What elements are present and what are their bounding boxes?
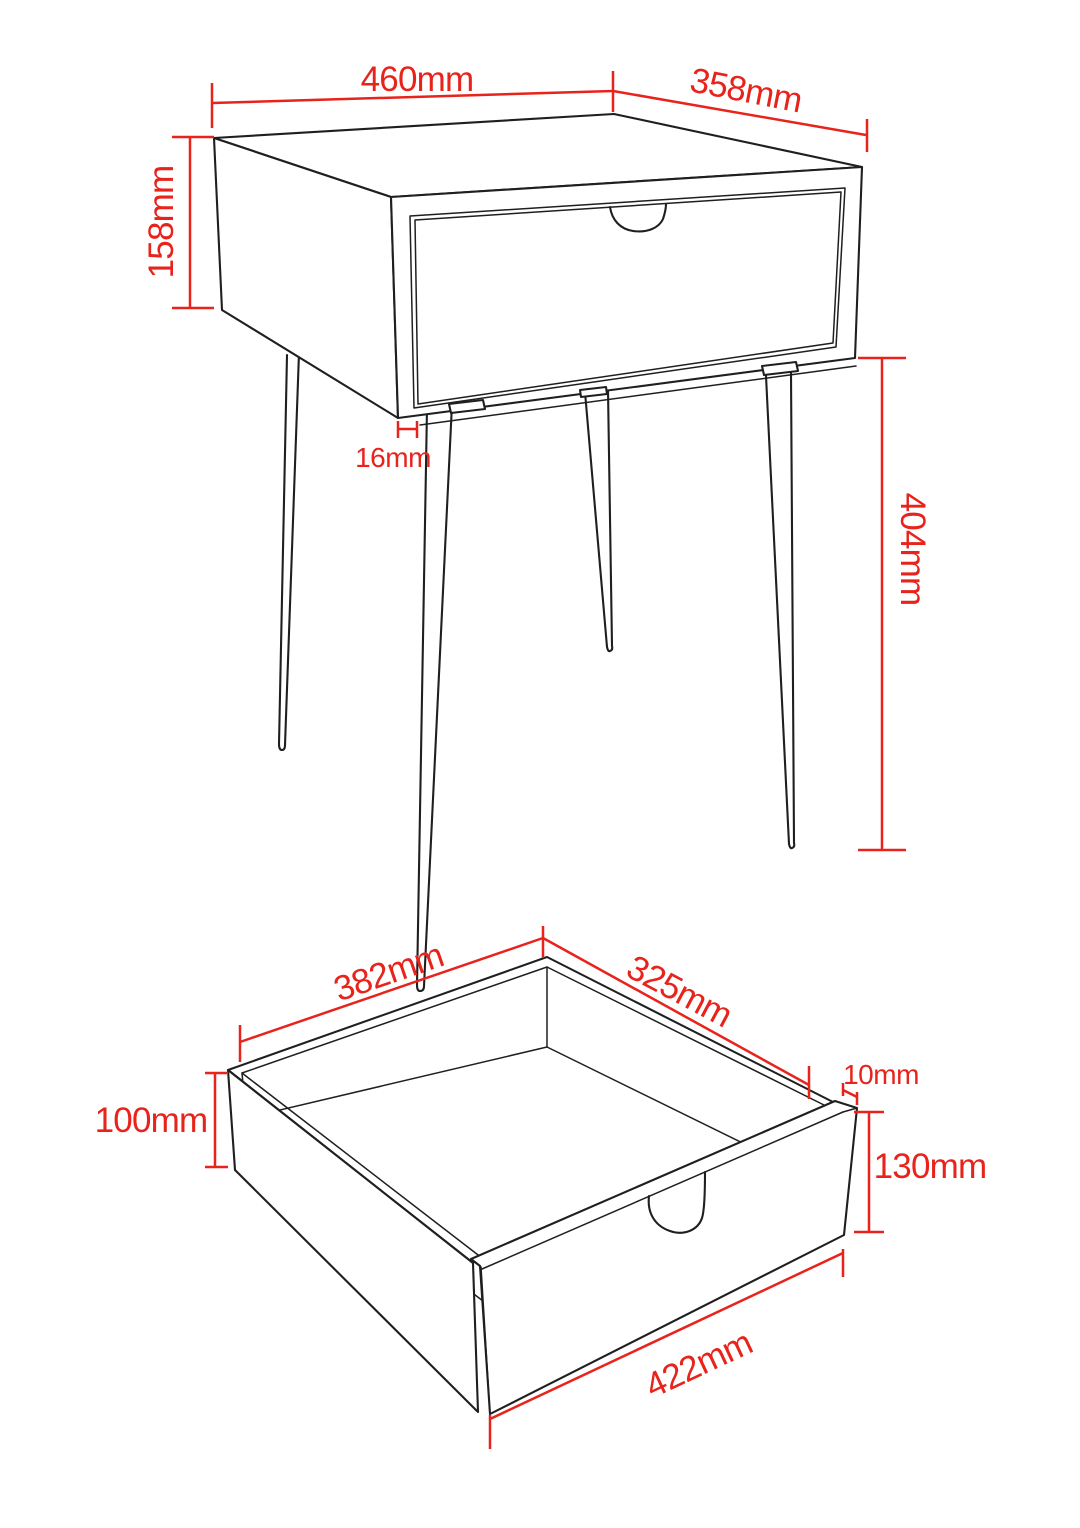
dim-line-panel-thickness xyxy=(398,421,417,438)
label-top-width: 460mm xyxy=(360,60,474,99)
nightstand-drawing xyxy=(214,114,862,991)
label-front-width: 422mm xyxy=(639,1322,758,1406)
dim-line-inner-depth xyxy=(543,938,809,1099)
label-panel-thickness: 16mm xyxy=(355,442,431,473)
leg-front-right xyxy=(766,373,794,848)
leg-plate-back-right xyxy=(580,387,607,397)
label-front-thickness: 10mm xyxy=(843,1059,919,1090)
label-side-height: 100mm xyxy=(94,1101,208,1140)
label-top-depth: 358mm xyxy=(686,60,805,121)
leg-back-left xyxy=(279,353,299,750)
leg-front-left xyxy=(417,404,452,991)
drawer-drawing xyxy=(228,957,857,1414)
label-inner-width: 382mm xyxy=(328,935,449,1010)
label-front-height: 130mm xyxy=(873,1147,987,1186)
drawer-left-wall xyxy=(228,1070,478,1412)
dim-line-inner-width xyxy=(240,926,543,1062)
label-inner-depth: 325mm xyxy=(620,947,739,1036)
leg-back-right xyxy=(585,390,612,651)
label-leg-height: 404mm xyxy=(893,492,932,606)
dim-line-side-height xyxy=(205,1073,228,1167)
label-cabinet-height: 158mm xyxy=(142,165,181,279)
